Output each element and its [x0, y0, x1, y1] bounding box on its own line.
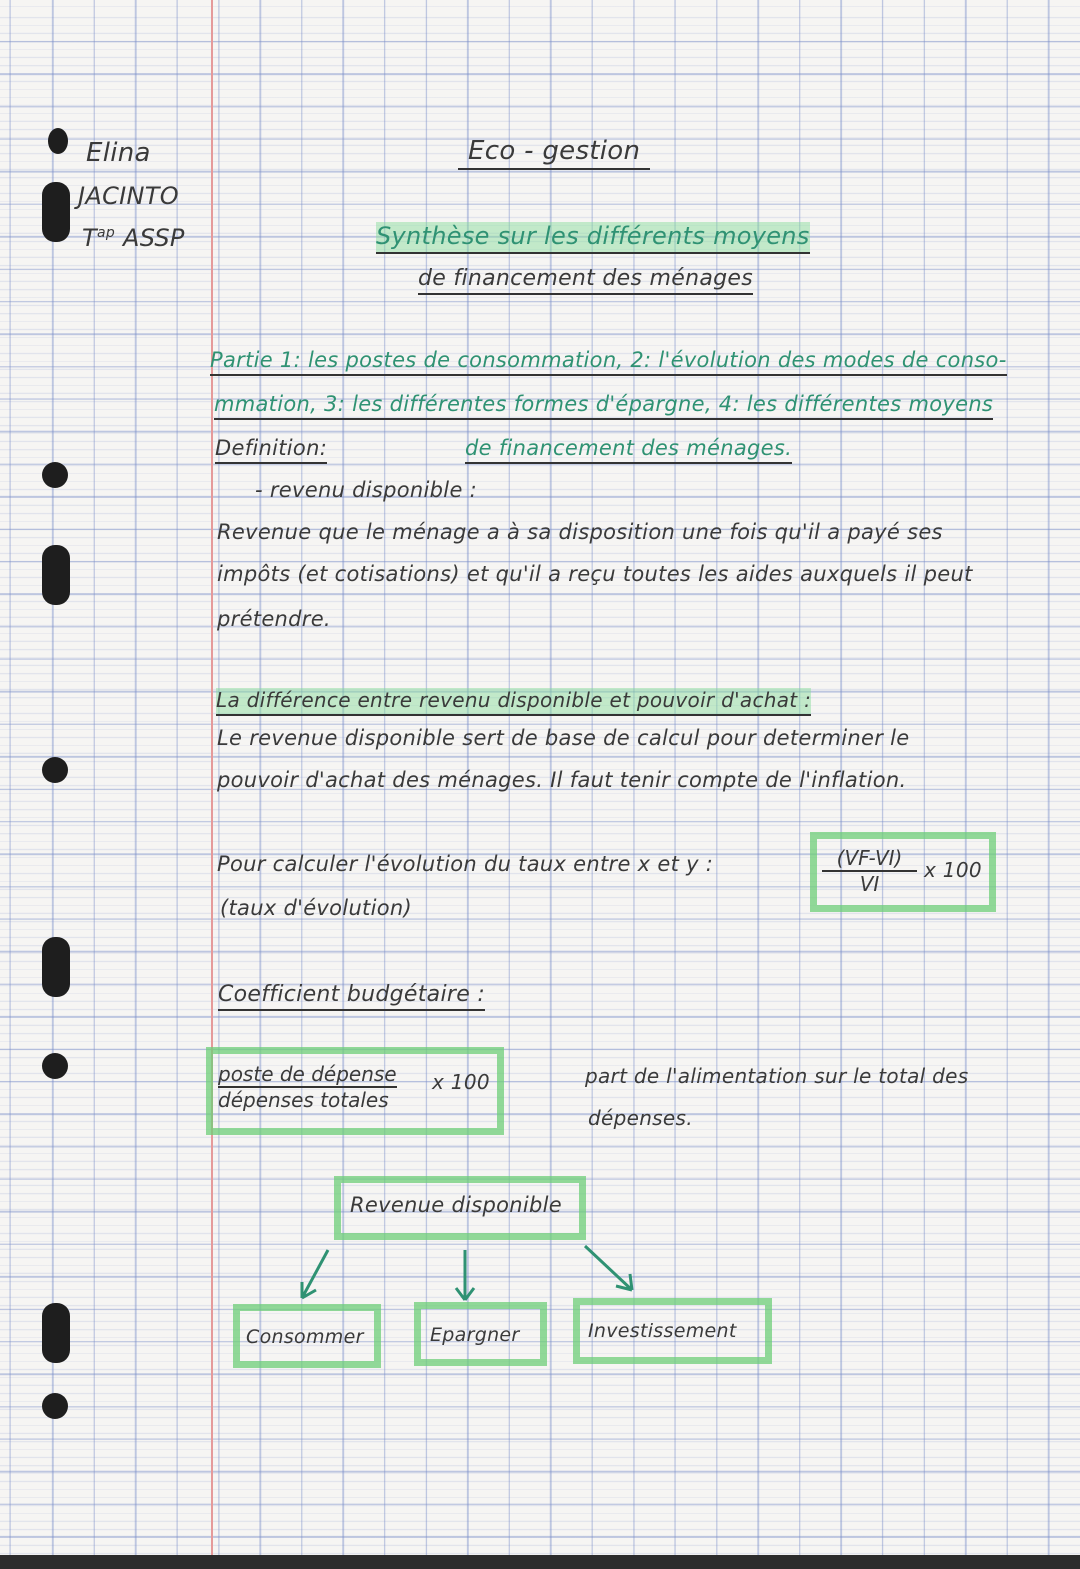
rate-note: (taux d'évolution): [220, 896, 412, 920]
class-label: [82, 224, 185, 252]
coefficient-denominator: dépenses totales: [218, 1088, 389, 1112]
punch-hole: [42, 1303, 70, 1363]
parts-line1: Partie 1: les postes de consommation, 2: l'évolution des modes de conso-: [210, 348, 1007, 376]
diagram-root: Revenue disponible: [350, 1193, 562, 1217]
coefficient-heading: Coefficient budgétaire :: [218, 982, 485, 1011]
subtitle-line1: Synthèse sur les différents moyens: [376, 222, 810, 254]
rate-denominator: VI: [859, 872, 880, 896]
table-edge: [0, 1555, 1080, 1569]
diagram-child-epargner: Epargner: [430, 1324, 520, 1346]
arrow-icon: [585, 1246, 632, 1290]
subtitle-line2: de financement des ménages: [418, 266, 753, 295]
class-sup: ap: [96, 225, 116, 241]
rate-numerator: (VF-VI): [822, 846, 917, 872]
punch-hole: [42, 545, 70, 605]
class-prefix: T: [82, 224, 97, 252]
rate-text: Pour calculer l'évolution du taux entre x et y :: [217, 852, 714, 876]
parts-line2: mmation, 3: les différentes formes d'épargne, 4: les différentes moyens: [214, 392, 993, 420]
difference-text: Le revenue disponible sert de base de calcul pour determiner le: [217, 726, 910, 750]
punch-hole: [42, 937, 70, 997]
arrow-icon: [302, 1250, 328, 1298]
difference-heading: La différence entre revenu disponible et pouvoir d'achat :: [216, 688, 811, 716]
punch-hole: [42, 1393, 68, 1419]
coefficient-multiplier: x 100: [432, 1070, 490, 1094]
class-name: ASSP: [122, 224, 185, 252]
definition-text: Revenue que le ménage a à sa disposition une fois qu'il a payé ses: [217, 520, 943, 544]
punch-hole: [42, 462, 68, 488]
margin-line: [211, 0, 213, 1555]
punch-hole: [48, 128, 68, 154]
definition-term: - revenu disponible :: [255, 478, 478, 502]
punch-hole: [42, 182, 70, 242]
punch-hole: [42, 1053, 68, 1079]
rate-formula: [822, 846, 917, 896]
page-title: Eco - gestion: [458, 136, 650, 170]
coefficient-note: dépenses.: [588, 1106, 693, 1130]
punch-hole: [42, 757, 68, 783]
coefficient-formula: [218, 1062, 397, 1112]
first-name: Elina: [86, 138, 151, 168]
definition-label: Definition:: [215, 436, 327, 464]
last-name: JACINTO: [78, 182, 179, 210]
coefficient-numerator: poste de dépense: [218, 1062, 397, 1086]
difference-text: pouvoir d'achat des ménages. Il faut tenir compte de l'inflation.: [217, 768, 907, 792]
coefficient-note: part de l'alimentation sur le total des: [585, 1064, 969, 1088]
diagram-child-consommer: Consommer: [246, 1326, 364, 1348]
definition-text: prétendre.: [217, 607, 331, 631]
parts-line3: de financement des ménages.: [465, 436, 792, 464]
definition-text: impôts (et cotisations) et qu'il a reçu toutes les aides auxquels il peut: [217, 562, 973, 586]
rate-multiplier: x 100: [924, 858, 982, 882]
diagram-child-investissement: Investissement: [588, 1320, 737, 1342]
arrow-icon: [456, 1250, 474, 1300]
